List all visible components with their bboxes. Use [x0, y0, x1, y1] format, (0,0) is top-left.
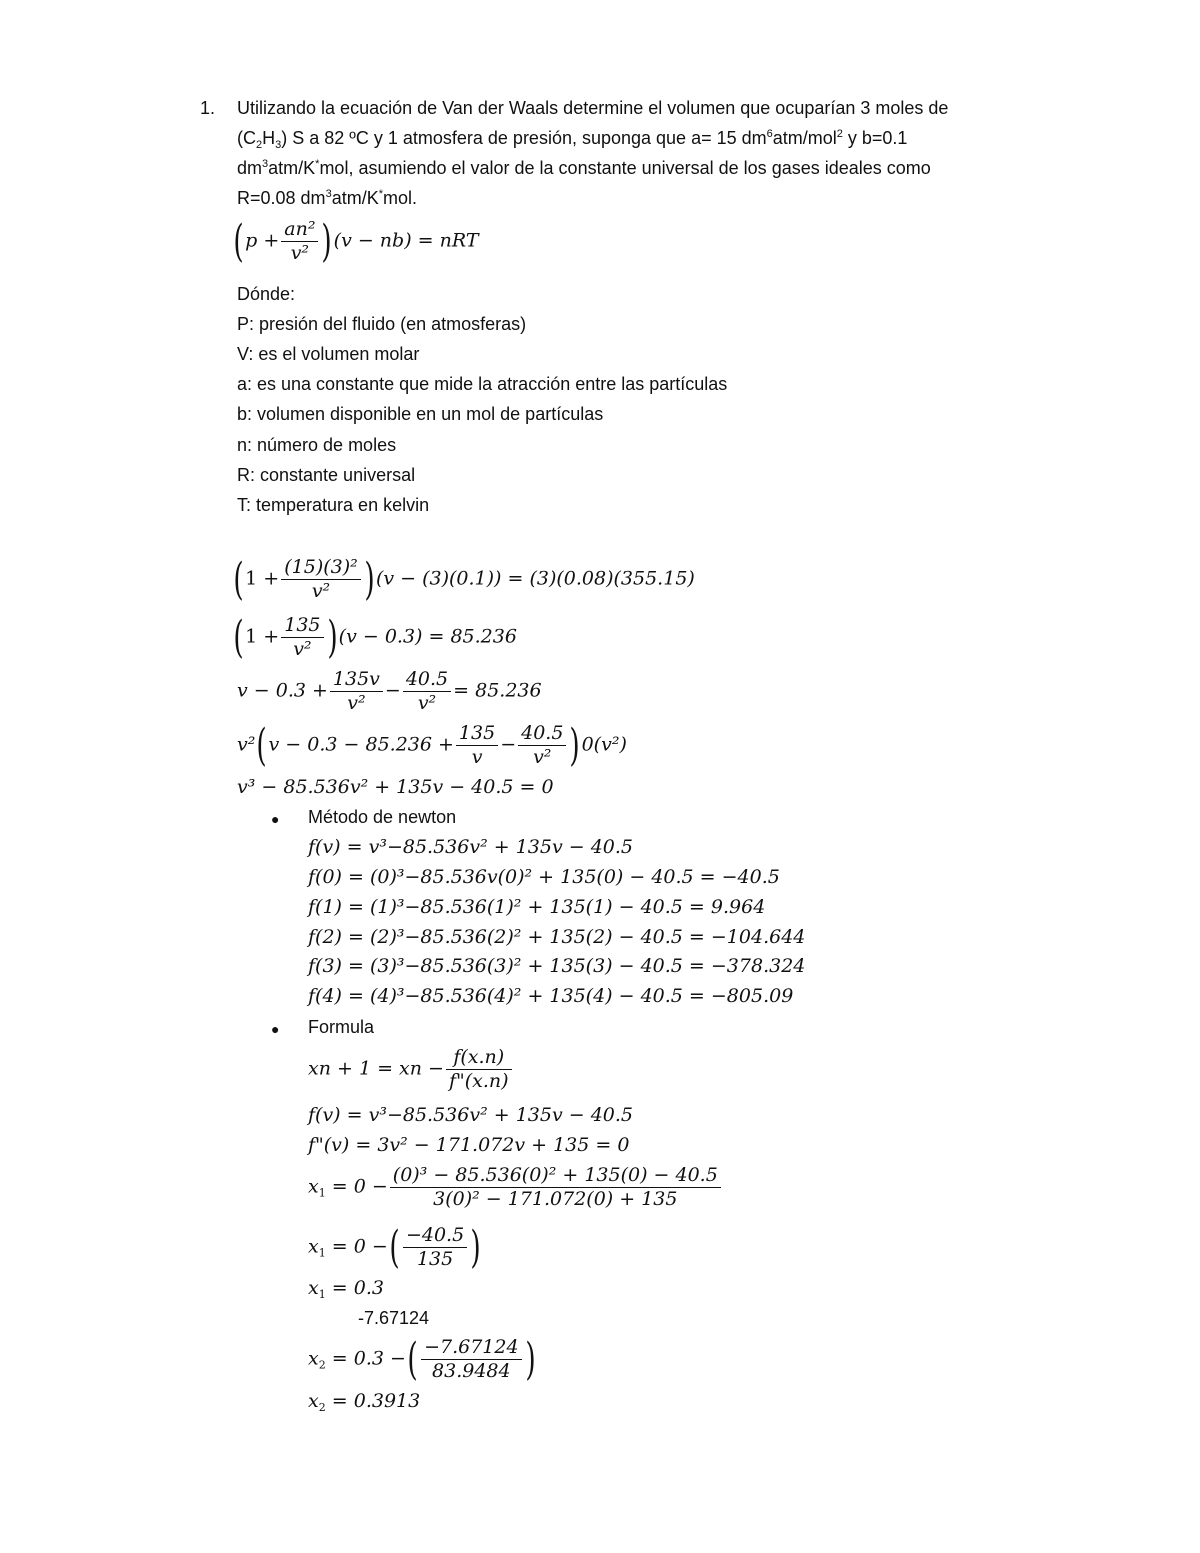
x1-step-1: $x_1 = 0$ − $\frac{\text{(0)³ − 85.536(0)² + 135(0) − 40.5}}{\text{3(0)² − 171.072(0) + 135}}$ — [308, 1164, 723, 1211]
newton-eval-4: f(4) = (4)³−85.536(4)² + 135(4) − 40.5 = −805.09 — [308, 985, 794, 1007]
definitions-heading: Dónde: — [237, 284, 296, 304]
definition-n: n: número de moles — [237, 435, 397, 455]
step-cubic: v³ − 85.536v² + 135v − 40.5 = 0 — [237, 776, 554, 798]
newton-eval-1: f(1) = (1)³−85.536(1)² + 135(1) − 40.5 = 9.964 — [308, 896, 766, 918]
step-expanded: v − 0.3 + $\frac{135v}{\text{v²}}$ − $\frac{40.5}{\text{v²}}$ = 85.236 — [237, 668, 542, 714]
x1-step-2: $x_1 = 0$ −( $\frac{-40.5}{135}$ ) — [308, 1221, 481, 1273]
bullet-newton: ● — [271, 811, 280, 827]
step-substitution: (1 + $\frac{\text{(15)(3)²}}{\text{v²}}$ )(v − (3)(0.1)) = (3)(0.08)(355.15) — [233, 553, 695, 605]
definition-r: R: constante universal — [237, 465, 416, 485]
formula-f-def: f(v) = v³−85.536v² + 135v − 40.5 — [308, 1104, 633, 1126]
vdw-equation: (p + $\frac{\text{an²}}{\text{v²}}$ )(v − nb) = nRT — [233, 215, 479, 267]
newton-eval-3: f(3) = (3)³−85.536(3)² + 135(3) − 40.5 = −378.324 — [308, 955, 806, 977]
problem-line-1: Utilizando la ecuación de Van der Waals determine el volumen que ocuparían 3 moles de — [237, 98, 949, 118]
x1-result: $x_1 = 0.3$ — [308, 1277, 384, 1301]
problem-number: 1. — [200, 98, 216, 118]
intermediate-note: -7.67124 — [358, 1308, 430, 1328]
definition-v: V: es el volumen molar — [237, 344, 420, 364]
problem-line-4: R=0.08 $dm^3atm/K^*mol$. — [237, 188, 417, 208]
newton-update-rule: xn + 1 = xn − $\frac{f(x.n)}{f"(x.n)}$ — [308, 1046, 514, 1093]
formula-label: Formula — [308, 1017, 375, 1037]
x2-step: $x_2 = 0.3$ −( $\frac{-7.67124}{83.9484}$ ) — [308, 1333, 536, 1385]
definition-t: T: temperatura en kelvin — [237, 495, 430, 515]
formula-fprime-def: f"(v) = 3v² − 171.072v + 135 = 0 — [308, 1134, 630, 1156]
step-simplified: (1 + $\frac{135}{\text{v²}}$ )(v − 0.3) = 85.236 — [233, 611, 517, 663]
definition-b: b: volumen disponible en un mol de partículas — [237, 404, 604, 424]
newton-eval-0: f(0) = (0)³−85.536v(0)² + 135(0) − 40.5 = −40.5 — [308, 866, 780, 888]
step-multiply: v²(v − 0.3 − 85.236 + $\frac{135}{v}$ − $\frac{40.5}{\text{v²}}$ )0(v²) — [237, 719, 627, 771]
definition-a: a: es una constante que mide la atracción entre las partículas — [237, 374, 728, 394]
problem-line-2: $(C_2H_3)$ S a 82 ºC y 1 atmosfera de presión, suponga que a= 15 $dm^6atm/mol^2$ y b=0.1 — [237, 128, 908, 151]
x2-result: $x_2 = 0.3913$ — [308, 1390, 421, 1414]
newton-eval-2: f(2) = (2)³−85.536(2)² + 135(2) − 40.5 = −104.644 — [308, 926, 806, 948]
definition-p: P: presión del fluido (en atmosferas) — [237, 314, 527, 334]
newton-f-def: f(v) = v³−85.536v² + 135v − 40.5 — [308, 836, 633, 858]
newton-label: Método de newton — [308, 807, 457, 827]
bullet-formula: ● — [271, 1021, 280, 1037]
problem-line-3: $dm^3atm/K^*mol$, asumiendo el valor de la constante universal de los gases ideales como — [237, 158, 931, 178]
